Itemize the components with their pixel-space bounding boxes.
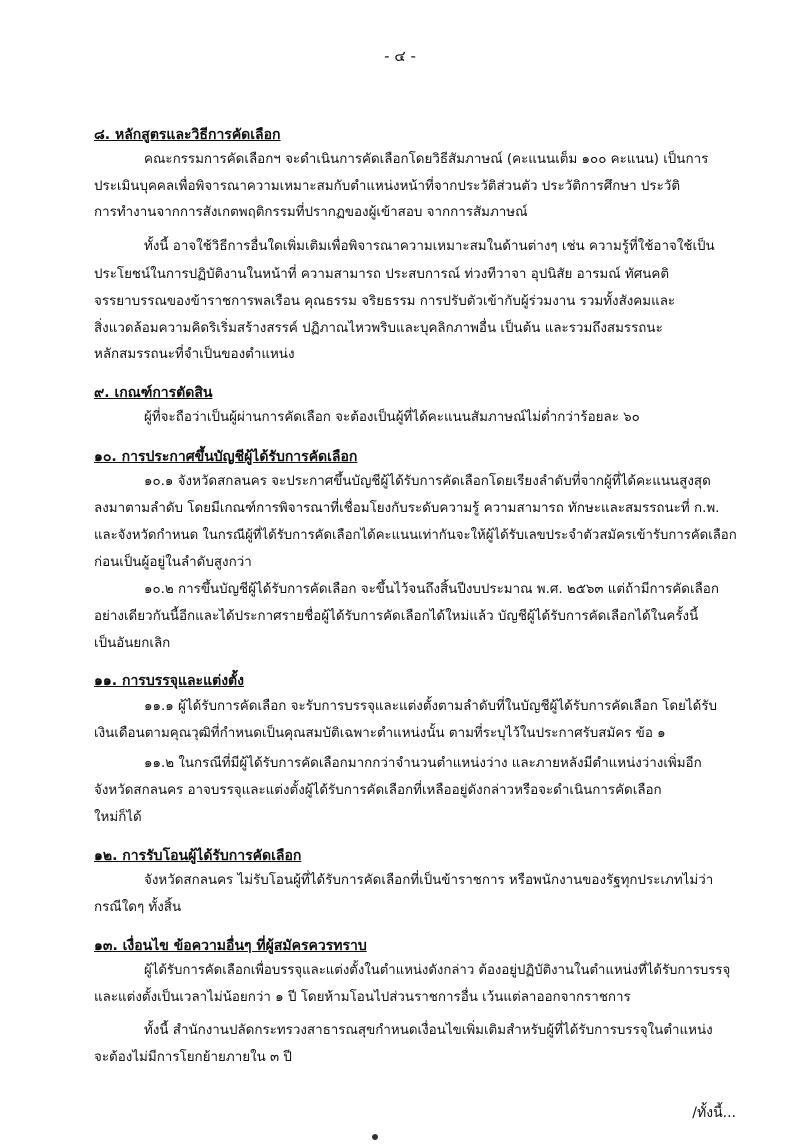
- paragraph-line: ผู้ได้รับการคัดเลือกเพื่อบรรจุและแต่งตั้งในตำแหน่งดังกล่าว ต้องอยู่ปฏิบัติงานในตำแหน่งที่ได้รับการบรรจุ: [144, 963, 731, 978]
- paragraph-line: ใหม่ก็ได้: [94, 810, 142, 825]
- paragraph-line: และแต่งตั้งเป็นเวลาไม่น้อยกว่า ๑ ปี โดยห้ามโอนไปส่วนราชการอื่น เว้นแต่ลาออกจากราชการ: [94, 990, 631, 1005]
- section-9-heading: ๙. เกณฑ์การตัดสิน: [94, 385, 213, 401]
- paragraph-line: สิ่งแวดล้อมความคิดริเริ่มสร้างสรรค์ ปฏิภาณไหวพริบและบุคลิกภาพอื่น เป็นต้น และรวมถึงสมรรถนะ: [94, 321, 663, 336]
- section-8-heading: ๘. หลักสูตรและวิธีการคัดเลือก: [94, 127, 281, 143]
- section-13-heading: ๑๓. เงื่อนไข ข้อความอื่นๆ ที่ผู้สมัครควรทราบ: [94, 938, 367, 954]
- paragraph-line: ๑๐.๑ จังหวัดสกลนคร จะประกาศขึ้นบัญชีผู้ได้รับการคัดเลือกโดยเรียงลำดับที่จากผู้ที่ได้คะแนนสูงสุด: [144, 474, 711, 489]
- paragraph-line: หลักสมรรถนะที่จำเป็นของตำแหน่ง: [94, 347, 295, 362]
- paragraph-line: ผู้ที่จะถือว่าเป็นผู้ผ่านการคัดเลือก จะต้องเป็นผู้ที่ได้คะแนนสัมภาษณ์ไม่ต่ำกว่าร้อยละ ๖๐: [144, 410, 640, 425]
- paragraph-line: จังหวัดสกลนคร ไม่รับโอนผู้ที่ได้รับการคัดเลือกที่เป็นข้าราชการ หรือพนักงานของรัฐทุกประเภทไม่ว่า: [144, 873, 714, 888]
- paragraph-line: การทำงานจากการสังเกตพฤติกรรมที่ปรากฏของผู้เข้าสอบ จากการสัมภาษณ์: [94, 205, 528, 220]
- paragraph-line: ทั้งนี้ อาจใช้วิธีการอื่นใดเพิ่มเติมเพื่อพิจารณาความเหมาะสมในด้านต่างๆ เช่น ความรู้ที่ใช้อาจใช้เป็น: [144, 239, 715, 254]
- continuation-text: /ทั้งนี้...: [692, 1105, 736, 1121]
- paragraph-line: ก่อนเป็นผู้อยู่ในลำดับสูงกว่า: [94, 555, 252, 570]
- paragraph-line: ประโยชน์ในการปฏิบัติงานในหน้าที่ ความสามารถ ประสบการณ์ ท่วงทีวาจา อุปนิสัย อารมณ์ ทัศนคติ: [94, 267, 670, 282]
- paragraph-line: ทั้งนี้ สำนักงานปลัดกระทรวงสาธารณสุขกำหนดเงื่อนไขเพิ่มเติมสำหรับผู้ที่ได้รับการบรรจุในตำแหน่ง: [144, 1023, 713, 1038]
- paragraph-line: จังหวัดสกลนคร อาจบรรจุและแต่งตั้งผู้ได้รับการคัดเลือกที่เหลืออยู่ดังกล่าวหรือจะดำเนินการคัดเลือก: [94, 783, 662, 798]
- paragraph-line: ประเมินบุคคลเพื่อพิจารณาความเหมาะสมกับตำแหน่งหน้าที่จากประวัติส่วนตัว ประวัติการศึกษา ประวัติ: [94, 179, 681, 194]
- paragraph-line: ๑๐.๒ การขึ้นบัญชีผู้ได้รับการคัดเลือก จะขึ้นไว้จนถึงสิ้นปีงบประมาณ พ.ศ. ๒๕๖๓ แต่ถ้ามีการคัดเลือก: [144, 582, 719, 597]
- section-11-heading: ๑๑. การบรรจุและแต่งตั้ง: [94, 673, 244, 689]
- paragraph-line: อย่างเดียวกันนี้อีกและได้ประกาศรายชื่อผู้ได้รับการคัดเลือกได้ใหม่แล้ว บัญชีผู้ได้รับการคัดเลือกได้ในครั้งนี้: [94, 609, 699, 624]
- paragraph-line: เงินเดือนตามคุณวุฒิที่กำหนดเป็นคุณสมบัติเฉพาะตำแหน่งนั้น ตามที่ระบุไว้ในประกาศรับสมัคร ข้อ ๑: [94, 726, 666, 741]
- paragraph-line: ๑๑.๒ ในกรณีที่มีผู้ได้รับการคัดเลือกมากกว่าจำนวนตำแหน่งว่าง และภายหลังมีตำแหน่งว่างเพิ่มอีก: [144, 756, 702, 771]
- paragraph-line: และจังหวัดกำหนด ในกรณีผู้ที่ได้รับการคัดเลือกได้คะแนนเท่ากันจะให้ผู้ได้รับเลขประจำตัวสมัครเข้ารับการคัดเลือก: [94, 528, 737, 543]
- paragraph-line: จะต้องไม่มีการโยกย้ายภายใน ๓ ปี: [94, 1050, 292, 1065]
- scan-speck: [372, 1134, 378, 1140]
- paragraph-line: เป็นอันยกเลิก: [94, 636, 171, 651]
- paragraph-line: กรณีใดๆ ทั้งสิ้น: [94, 900, 182, 915]
- page-number: - ๔ -: [384, 47, 416, 65]
- section-12-heading: ๑๒. การรับโอนผู้ได้รับการคัดเลือก: [94, 848, 302, 864]
- paragraph-line: จรรยาบรรณของข้าราชการพลเรือน คุณธรรม จริยธรรม การปรับตัวเข้ากับผู้ร่วมงาน รวมทั้งสังคมและ: [94, 294, 676, 309]
- paragraph-line: ๑๑.๑ ผู้ได้รับการคัดเลือก จะรับการบรรจุและแต่งตั้งตามลำดับที่ในบัญชีผู้ได้รับการคัดเลือก โดยได้รับ: [144, 699, 718, 714]
- paragraph-line: ลงมาตามลำดับ โดยมีเกณฑ์การพิจารณาที่เชื่อมโยงกับระดับความรู้ ความสามารถ ทักษะและสมรรถนะที่ ก.พ.: [94, 501, 720, 516]
- section-10-heading: ๑๐. การประกาศขึ้นบัญชีผู้ได้รับการคัดเลือก: [94, 449, 358, 465]
- paragraph-line: คณะกรรมการคัดเลือกฯ จะดำเนินการคัดเลือกโดยวิธีสัมภาษณ์ (คะแนนเต็ม ๑๐๐ คะแนน) เป็นการ: [144, 152, 709, 167]
